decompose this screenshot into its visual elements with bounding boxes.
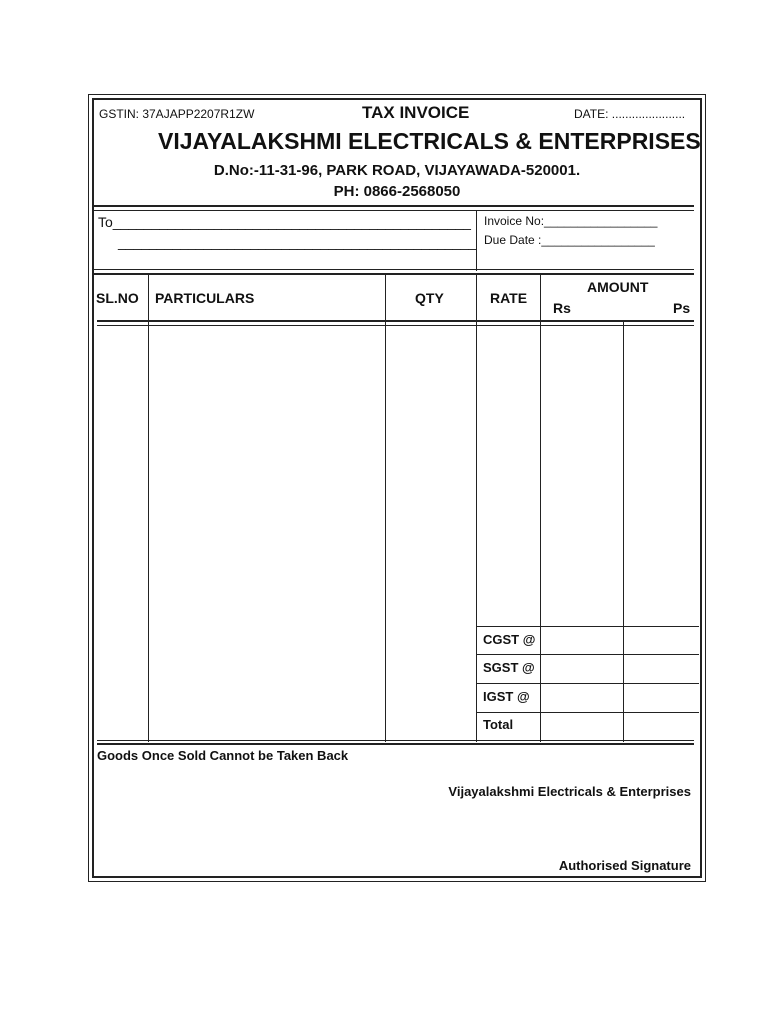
- column-header-rs: Rs: [553, 300, 571, 316]
- total-label: Total: [483, 717, 514, 732]
- due-date-field: Due Date :_________________: [484, 233, 655, 247]
- header-divider-bottom: [94, 210, 694, 211]
- column-header-particulars: PARTICULARS: [155, 290, 255, 306]
- company-phone: PH: 0866-2568050: [333, 183, 461, 200]
- invoice-number-field: Invoice No:_________________: [484, 214, 658, 228]
- column-divider-slno: [148, 274, 149, 742]
- terms-text: Goods Once Sold Cannot be Taken Back: [97, 748, 349, 763]
- gstin-number: GSTIN: 37AJAPP2207R1ZW: [99, 107, 255, 121]
- column-divider-qty: [476, 274, 477, 742]
- company-address: D.No:-11-31-96, PARK ROAD, VIJAYAWADA-520001.: [213, 162, 581, 179]
- date-field: DATE: ......................: [574, 107, 686, 121]
- tax-row-line-2: [476, 654, 699, 655]
- column-header-amount: AMOUNT: [587, 279, 649, 295]
- sgst-label: SGST @: [483, 660, 535, 675]
- table-top-line-1: [94, 269, 694, 270]
- bill-to-line-2: ______________________________________________: [118, 234, 477, 250]
- cgst-label: CGST @: [483, 632, 536, 647]
- tax-row-line-1: [476, 626, 699, 627]
- column-divider-rs: [623, 322, 624, 742]
- authorised-signature-label: Authorised Signature: [558, 858, 691, 873]
- tax-row-line-3: [476, 683, 699, 684]
- column-header-rate: RATE: [490, 290, 528, 306]
- column-header-ps: Ps: [673, 300, 691, 316]
- table-bottom-line-1: [97, 740, 694, 741]
- header-divider-top: [94, 205, 694, 207]
- tax-row-line-4: [476, 712, 699, 713]
- column-divider-rate: [540, 274, 541, 742]
- table-top-line-2: [94, 273, 694, 275]
- table-bottom-line-2: [97, 743, 694, 745]
- signatory-company: Vijayalakshmi Electricals & Enterprises: [448, 784, 691, 799]
- column-header-slno: SL.NO: [96, 290, 139, 306]
- document-title: TAX INVOICE: [362, 103, 470, 122]
- table-header-line-1: [97, 320, 694, 322]
- column-divider-particulars: [385, 274, 386, 742]
- column-header-qty: QTY: [415, 290, 444, 306]
- igst-label: IGST @: [483, 689, 530, 704]
- table-header-line-2: [97, 325, 694, 326]
- company-name: VIJAYALAKSHMI ELECTRICALS & ENTERPRISES: [158, 128, 701, 154]
- bill-to-line-1: To______________________________________________: [98, 214, 471, 230]
